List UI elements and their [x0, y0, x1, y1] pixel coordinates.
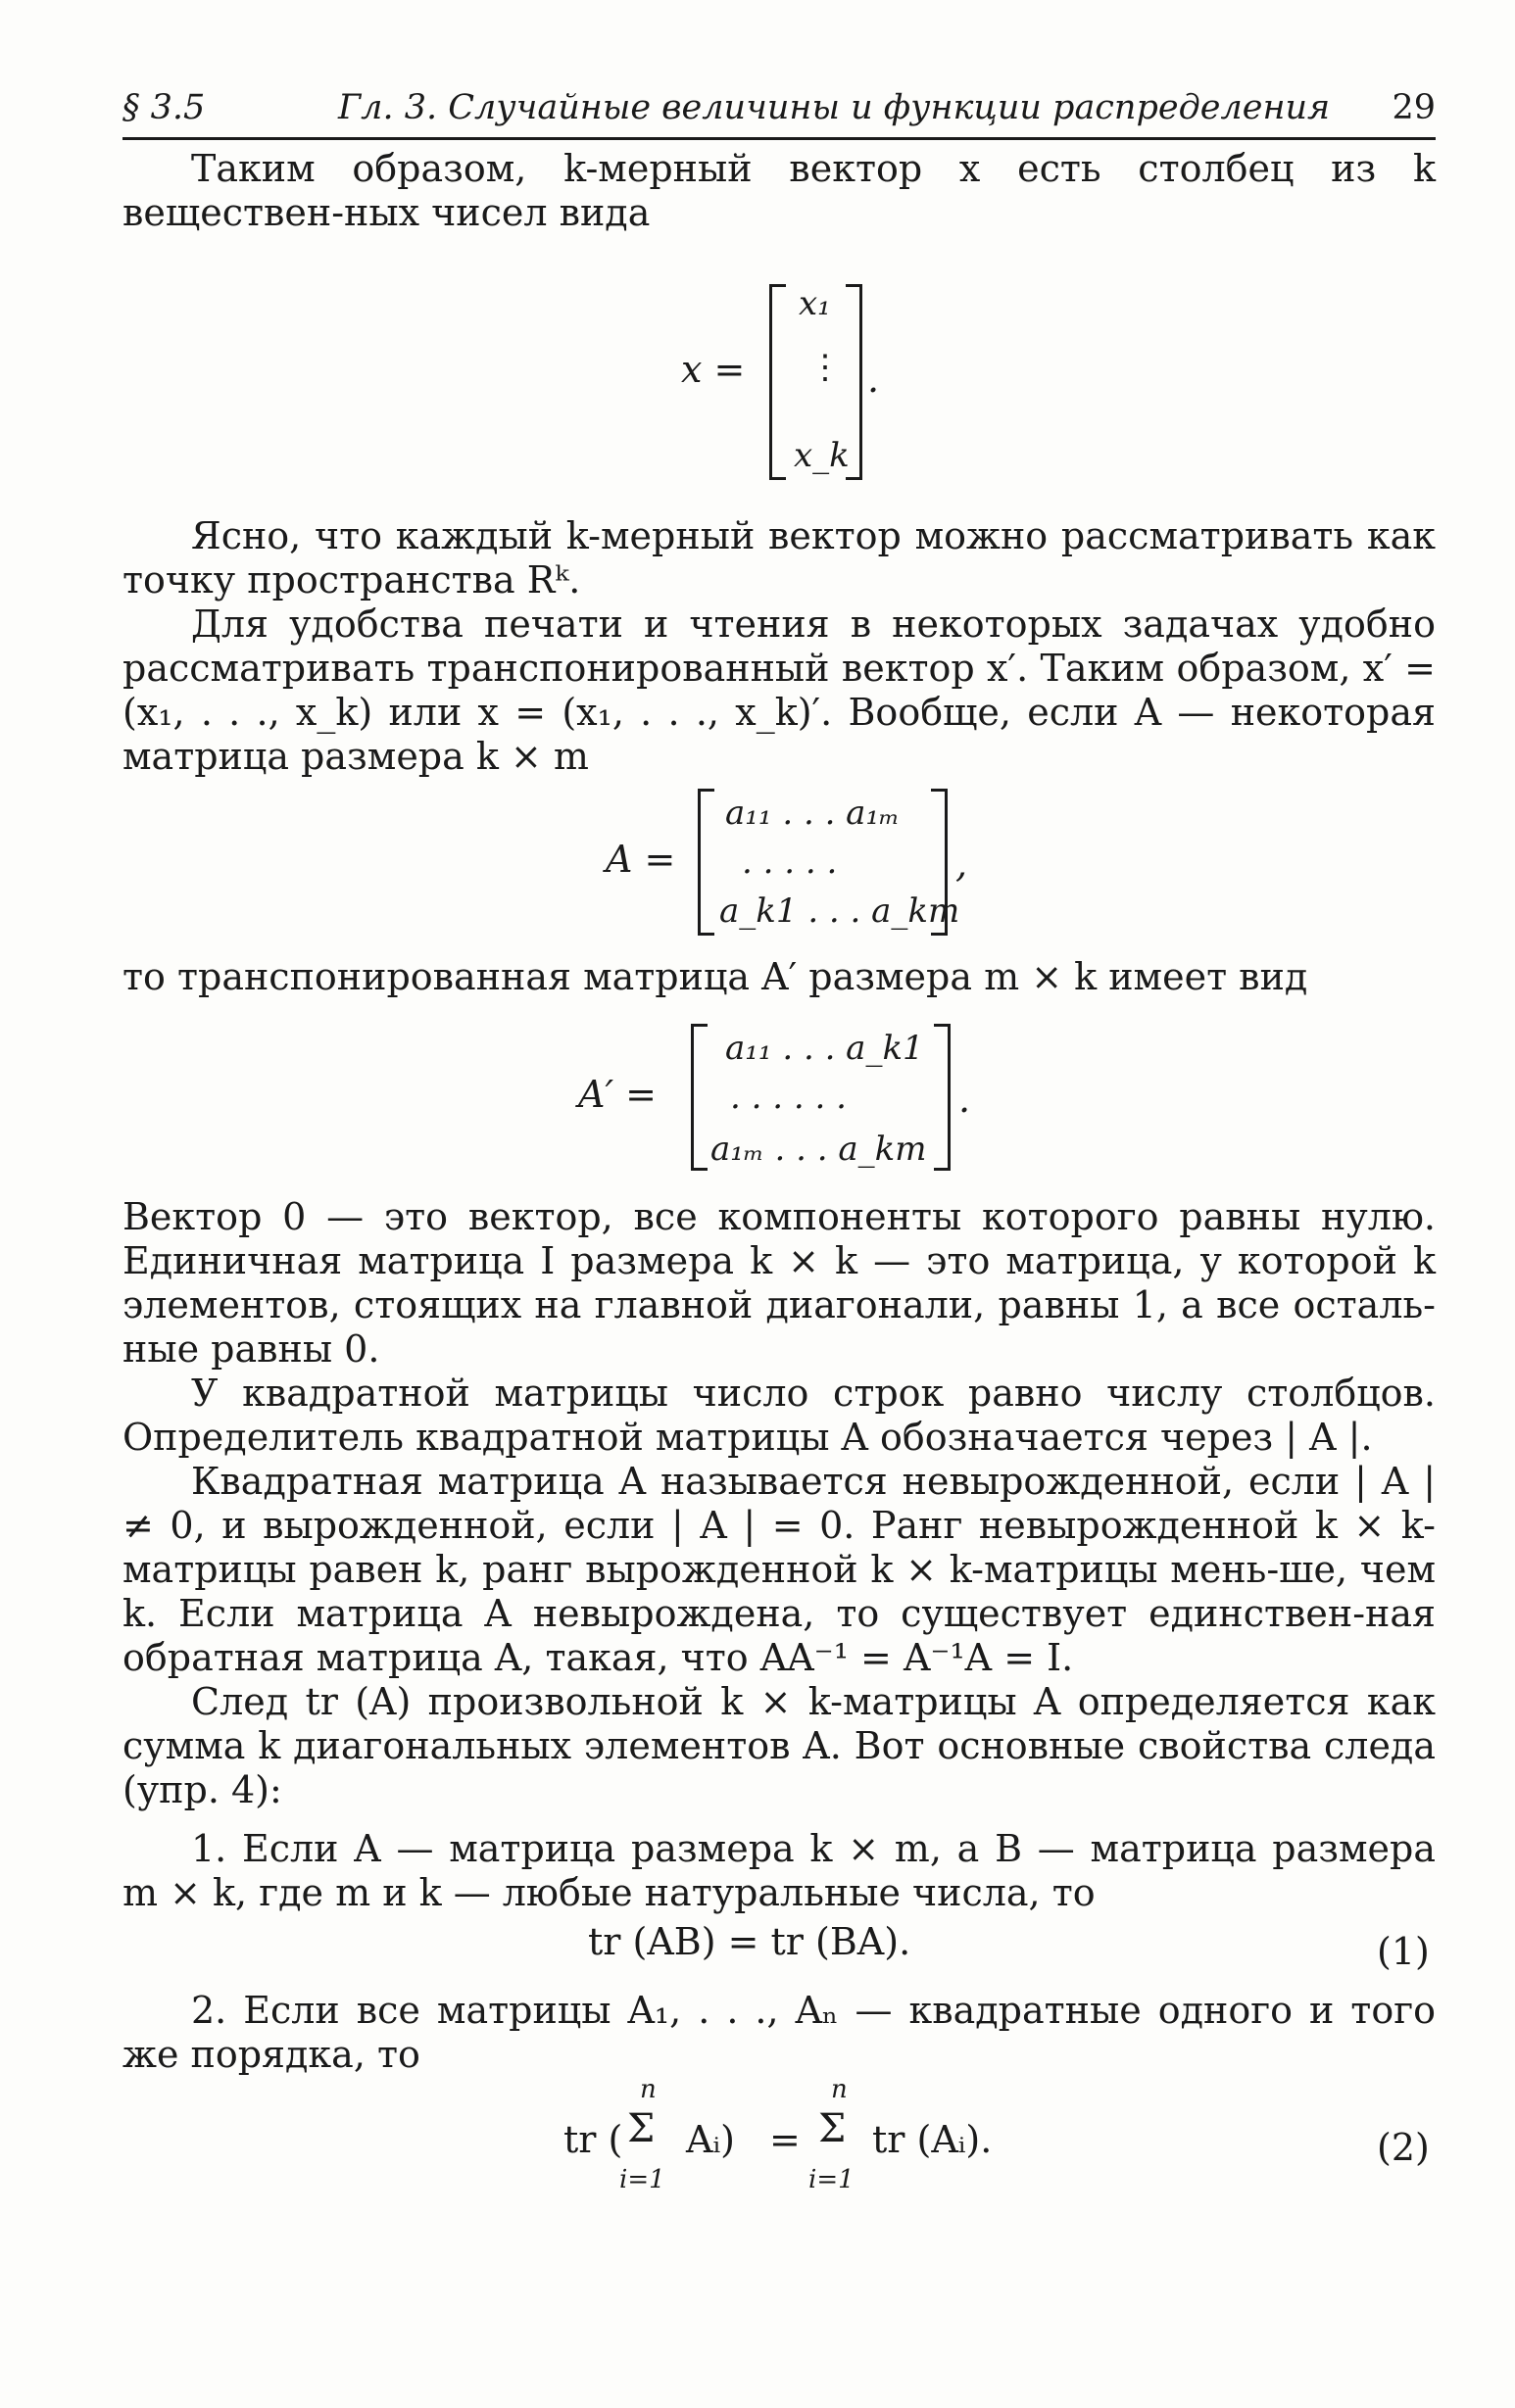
- equation-2-number: (2): [1377, 2126, 1430, 2169]
- left-bracket: [698, 789, 714, 936]
- matrix-at-row3: a₁ₘ . . . a_km: [710, 1130, 927, 1169]
- eq2-equals: =: [769, 2118, 801, 2161]
- eq2-sum2-lower: i=1: [808, 2165, 855, 2194]
- matrix-a: [698, 789, 960, 936]
- vector-period: .: [867, 358, 880, 401]
- matrix-a-transposed: [691, 1024, 951, 1171]
- paragraph-property-2: 2. Если все матрицы A₁, . . ., Aₙ — квадратные одного и того же порядка, то: [122, 1989, 1436, 2076]
- matrix-a-row3: a_k1 . . . a_km: [719, 891, 960, 931]
- paragraph-zero-identity: Вектор 0 — это вектор, все компоненты которого равны нулю. Единичная матрица I размера k × k — это матрица, у которой k элементов, стоящих на главной диагонали, равны 1, а все осталь-ные равны 0.: [122, 1195, 1436, 1371]
- eq2-rhs: tr (Aᵢ).: [872, 2118, 993, 2161]
- eq2-term: Aᵢ): [686, 2118, 735, 2161]
- eq2-sum1-lower: i=1: [619, 2165, 665, 2194]
- vector-entry-last: x_k: [794, 436, 850, 475]
- matrix-at-period: .: [958, 1078, 971, 1121]
- eq2-sum1-sigma: Σ: [627, 2106, 656, 2151]
- matrix-a-comma: ,: [955, 843, 968, 886]
- left-bracket: [691, 1024, 708, 1171]
- matrix-a-lhs: A =: [606, 838, 676, 881]
- right-bracket: [934, 1024, 951, 1171]
- column-vector: [769, 284, 862, 480]
- matrix-a-row1: a₁₁ . . . a₁ₘ: [725, 794, 900, 833]
- vector-entry-first: x₁: [799, 284, 831, 323]
- matrix-at-row2: . . . . . .: [730, 1078, 847, 1117]
- equation-1: tr (AB) = tr (BA).: [588, 1920, 911, 1963]
- matrix-at-row1: a₁₁ . . . a_k1: [725, 1029, 924, 1068]
- section-number: § 3.5: [122, 88, 206, 127]
- eq2-sum2-upper: n: [831, 2075, 848, 2104]
- vector-dots: ⋮: [808, 348, 842, 387]
- paragraph-square: У квадратной матрицы число строк равно числу столбцов. Определитель квадратной матрицы A обозначается через | A |.: [122, 1372, 1436, 1459]
- paragraph-vector-def: Таким образом, k-мерный вектор x есть столбец из k веществен-ных чисел вида: [122, 147, 1436, 234]
- eq2-tr-open: tr (: [563, 2118, 623, 2161]
- equation-1-number: (1): [1377, 1930, 1430, 1973]
- paragraph-property-1: 1. Если A — матрица размера k × m, а B — матрица размера m × k, где m и k — любые натуральные числа, то: [122, 1827, 1436, 1914]
- matrix-a-row2: . . . . .: [742, 843, 838, 882]
- paragraph-transposed-matrix: то транспонированная матрица A′ размера m × k имеет вид: [122, 955, 1308, 998]
- matrix-at-lhs: A′ =: [578, 1073, 657, 1116]
- paragraph-transpose: Для удобства печати и чтения в некоторых задачах удобно рассматривать транспонированный вектор x′. Таким образом, x′ = (x₁, . . ., x_k) или x = (x₁, . . ., x_k)′. Вообще, если A — некоторая матрица размера k × m: [122, 602, 1436, 778]
- running-header: [122, 88, 1436, 140]
- chapter-title: Гл. 3. Случайные величины и функции распределения: [338, 88, 1331, 127]
- paragraph-point: Ясно, что каждый k-мерный вектор можно рассматривать как точку пространства Rᵏ.: [122, 514, 1436, 602]
- eq2-sum1-upper: n: [640, 2075, 657, 2104]
- eq2-sum2-sigma: Σ: [818, 2106, 847, 2151]
- left-bracket: [769, 284, 786, 480]
- paragraph-nondegenerate: Квадратная матрица A называется невырожденной, если | A | ≠ 0, и вырожденной, если | A | = 0. Ранг невырожденной k × k-матрицы равен k, ранг вырожденной k × k-матрицы мень-ше, чем k. Если матрица A невырождена, то существует единствен-ная обратная матрица A, такая, что AA⁻¹ = A⁻¹A = I.: [122, 1460, 1436, 1679]
- page-number: 29: [1392, 88, 1436, 127]
- vector-lhs: x =: [681, 348, 746, 391]
- paragraph-trace: След tr (A) произвольной k × k-матрицы A определяется как сумма k диагональных элементов A. Вот основные свойства следа (упр. 4):: [122, 1680, 1436, 1811]
